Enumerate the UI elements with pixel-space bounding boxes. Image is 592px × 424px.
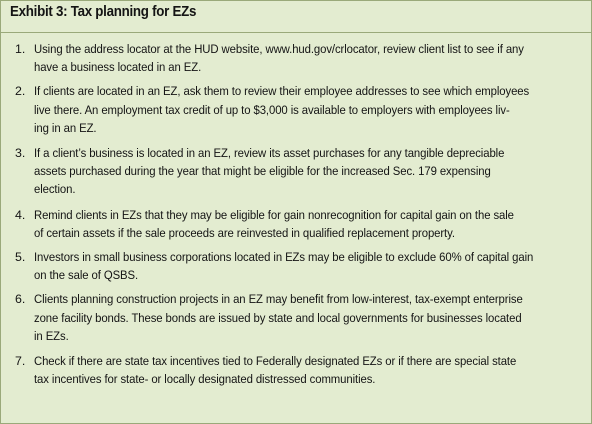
title-divider: [1, 32, 591, 33]
list-item-line: of certain assets if the sale proceeds are reinvested in qualified replacement property.: [34, 225, 455, 240]
exhibit-title: Exhibit 3: Tax planning for EZs: [10, 4, 197, 20]
list-item-number: 2.: [15, 84, 26, 99]
list-item-line: Investors in small business corporations located in EZs may be eligible to exclude 60% of capital gain: [34, 250, 534, 265]
list-item-line: assets purchased during the year that might be eligible for the increased Sec. 179 expensing: [34, 164, 491, 179]
list-item-text: [34, 290, 583, 345]
list-item-text: [34, 40, 583, 76]
list-item: [1, 82, 591, 137]
list-item: [1, 248, 591, 284]
list-item-text: [34, 144, 583, 199]
list-item-line: tax incentives for state- or locally designated distressed communities.: [34, 372, 376, 387]
tax-planning-list: [1, 40, 591, 388]
list-item-line: zone facility bonds. These bonds are issued by state and local governments for businesses located: [34, 310, 522, 325]
list-item-text: [34, 248, 583, 284]
list-item-line: If a client’s business is located in an EZ, review its asset purchases for any tangible depreciable: [34, 146, 505, 161]
list-item: [1, 206, 591, 242]
list-item: [1, 40, 591, 76]
list-item-number: 7.: [15, 354, 26, 369]
list-item-text: [34, 352, 583, 388]
list-item-line: Check if there are state tax incentives tied to Federally designated EZs or if there are special state: [34, 354, 517, 369]
list-item-line: ing in an EZ.: [34, 120, 97, 135]
list-item: [1, 144, 591, 199]
list-item: [1, 290, 591, 345]
list-item-line: on the sale of QSBS.: [34, 268, 139, 283]
list-item: [1, 352, 591, 388]
list-item-line: have a business located in an EZ.: [34, 60, 202, 75]
list-item-number: 1.: [15, 42, 26, 56]
list-item-line: live there. An employment tax credit of up to $3,000 is available to employers with employees liv-: [34, 102, 510, 117]
list-item-line: Clients planning construction projects in an EZ may benefit from low-interest, tax-exempt enterprise: [34, 292, 523, 307]
list-item-line: If clients are located in an EZ, ask them to review their employee addresses to see which employees: [34, 84, 530, 99]
list-item-text: [34, 206, 583, 242]
list-item-line: in EZs.: [34, 328, 69, 343]
list-item-number: 3.: [15, 146, 26, 161]
list-item-number: 5.: [15, 250, 26, 265]
list-item-text: [34, 82, 583, 137]
list-item-number: 6.: [15, 292, 26, 307]
list-item-line: election.: [34, 182, 76, 197]
list-item-line: Using the address locator at the HUD website, www.hud.gov/crlocator, review client list to see if any: [34, 42, 524, 56]
list-item-line: Remind clients in EZs that they may be eligible for gain nonrecognition for capital gain on the sale: [34, 207, 514, 222]
list-item-number: 4.: [15, 207, 26, 222]
